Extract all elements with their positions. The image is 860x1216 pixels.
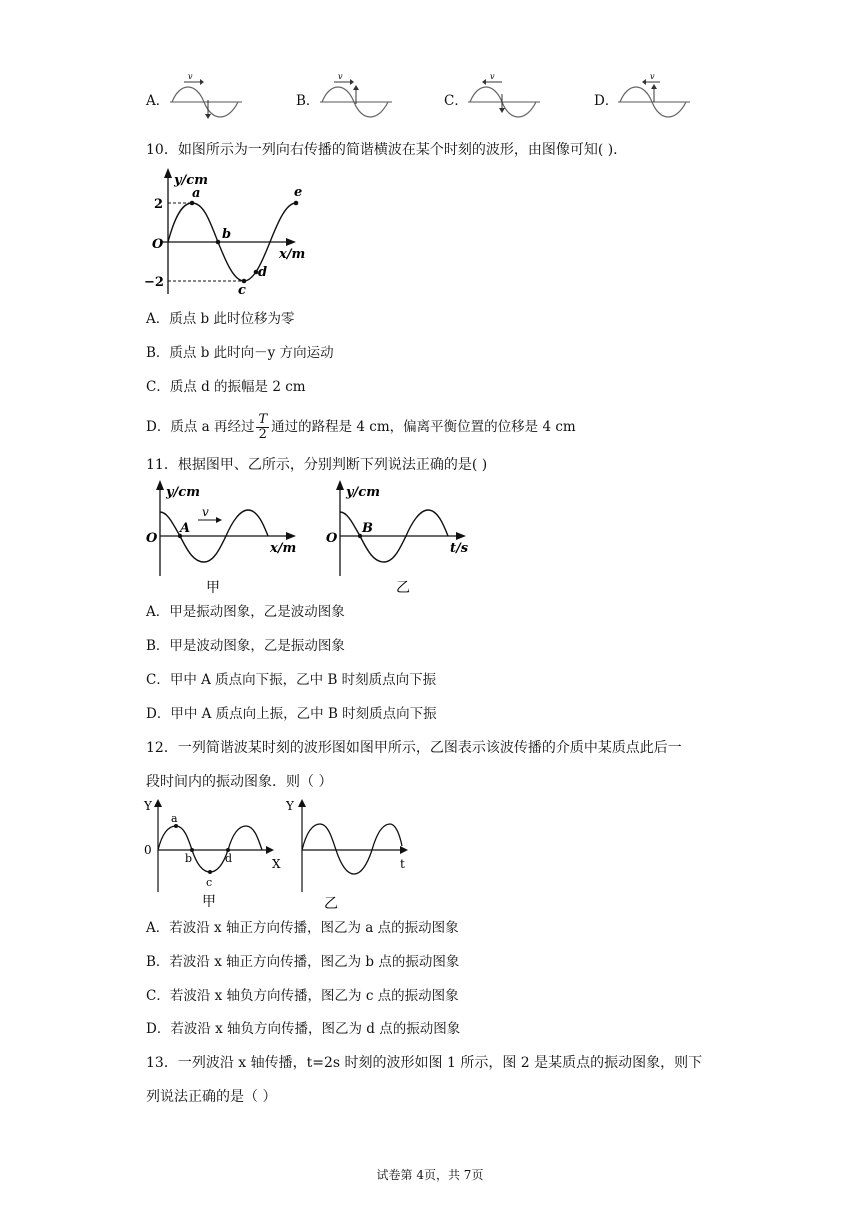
q12-stem-line-1: 12．一列简谐波某时刻的波形图如图甲所示，乙图表示该波传播的介质中某质点此后一 xyxy=(146,740,682,756)
q12-option-d[interactable]: D．若波沿 x 轴负方向传播，图乙为 d 点的振动图象 xyxy=(146,1021,461,1037)
q9-option-c-figure xyxy=(466,72,542,124)
q12-figure-yi xyxy=(284,796,424,912)
q9-b-v-label: v xyxy=(338,72,343,81)
q11-option-d[interactable]: D．甲中 A 质点向上振，乙中 B 时刻质点向下振 xyxy=(146,706,437,722)
q10-point-a: a xyxy=(192,186,201,201)
q9-option-d-label[interactable]: D． xyxy=(594,93,619,109)
q12-yi-y-label: Y xyxy=(286,799,294,813)
q10-x-axis-label: x/m xyxy=(279,247,306,262)
q9-c-v-label: v xyxy=(490,72,495,81)
q10-y-top-label: 2 xyxy=(154,197,164,212)
q12-option-c[interactable]: C．若波沿 x 轴负方向传播，图乙为 c 点的振动图象 xyxy=(146,988,459,1004)
q11-yi-x-label: t/s xyxy=(450,541,469,556)
q10-origin-label: O xyxy=(152,237,164,252)
q10-point-d: d xyxy=(258,265,268,280)
q12-jia-point-d: d xyxy=(225,852,233,865)
q12-jia-point-a: a xyxy=(171,812,178,825)
q11-yi-point-b: B xyxy=(362,521,373,536)
q10-option-d-suffix: 通过的路程是 4 cm，偏离平衡位置的位移是 4 cm xyxy=(271,419,576,435)
q11-option-a[interactable]: A．甲是振动图象，乙是波动图象 xyxy=(146,604,345,620)
q9-option-a-label[interactable]: A． xyxy=(146,93,170,109)
q12-jia-y-label: Y xyxy=(144,799,152,813)
q12-yi-x-label: t xyxy=(400,857,405,871)
q12-jia-origin: 0 xyxy=(144,843,152,857)
q10-fraction-numerator: T xyxy=(258,412,268,427)
q11-jia-y-label: y/cm xyxy=(166,485,200,500)
q13-stem-line-2: 列说法正确的是（ ） xyxy=(146,1089,277,1105)
q9-option-c-label[interactable]: C． xyxy=(444,93,468,109)
q9-option-d-figure xyxy=(616,72,692,124)
q9-option-a-figure xyxy=(168,72,244,124)
q9-option-b-figure xyxy=(318,72,394,124)
q10-fraction-denominator: 2 xyxy=(258,427,267,442)
q10-option-b[interactable]: B．质点 b 此时向－y 方向运动 xyxy=(146,345,334,361)
q13-stem-line-1: 13．一列波沿 x 轴传播，t=2s 时刻的波形如图 1 所示，图 2 是某质点的振动图象，则下 xyxy=(146,1055,703,1071)
q12-yi-caption: 乙 xyxy=(324,896,338,912)
q10-wave-figure xyxy=(140,166,320,298)
q10-point-b: b xyxy=(222,227,232,242)
q12-jia-caption: 甲 xyxy=(202,894,216,910)
q11-jia-origin: O xyxy=(146,531,158,546)
q11-figure-yi xyxy=(320,478,480,598)
q12-option-a[interactable]: A．若波沿 x 轴正方向传播，图乙为 a 点的振动图象 xyxy=(146,920,459,936)
page-footer: 试卷第 4页，共 7页 xyxy=(376,1168,484,1182)
q10-stem: 10．如图所示为一列向右传播的简谐横波在某个时刻的波形，由图像可知( ). xyxy=(146,142,618,158)
q11-figure-jia xyxy=(140,478,310,598)
q12-jia-point-b: b xyxy=(185,852,193,865)
q12-option-b[interactable]: B．若波沿 x 轴正方向传播，图乙为 b 点的振动图象 xyxy=(146,954,460,970)
q12-figure-jia xyxy=(140,796,290,912)
q10-y-axis-label: y/cm xyxy=(174,173,208,188)
q10-option-d-fraction xyxy=(256,413,269,442)
q10-option-a[interactable]: A．质点 b 此时位移为零 xyxy=(146,311,295,327)
q10-y-bottom-label: −2 xyxy=(144,275,164,290)
q11-option-c[interactable]: C．甲中 A 质点向下振，乙中 B 时刻质点向下振 xyxy=(146,672,437,688)
q11-jia-v-label: v xyxy=(202,505,209,519)
q11-yi-origin: O xyxy=(326,531,338,546)
q12-stem-line-2: 段时间内的振动图象．则（ ） xyxy=(146,774,333,790)
q10-point-e: e xyxy=(294,185,303,200)
q9-option-b-label[interactable]: B． xyxy=(296,93,320,109)
q9-d-v-label: v xyxy=(650,72,655,81)
q12-jia-x-label: X xyxy=(272,857,281,871)
q10-option-c[interactable]: C．质点 d 的振幅是 2 cm xyxy=(146,379,306,395)
q11-option-b[interactable]: B．甲是波动图象，乙是振动图象 xyxy=(146,638,345,654)
q10-point-c: c xyxy=(238,283,246,298)
q10-option-d[interactable] xyxy=(146,410,576,444)
q11-jia-point-a: A xyxy=(180,521,191,536)
q11-yi-y-label: y/cm xyxy=(346,485,380,500)
q11-jia-x-label: x/m xyxy=(270,541,297,556)
q12-jia-point-c: c xyxy=(206,876,213,889)
q10-option-d-prefix: D．质点 a 再经过 xyxy=(146,419,255,435)
q9-a-v-label: v xyxy=(188,72,193,81)
q11-yi-caption: 乙 xyxy=(396,580,410,596)
q11-stem: 11．根据图甲、乙所示，分别判断下列说法正确的是( ) xyxy=(146,457,488,473)
q11-jia-caption: 甲 xyxy=(206,580,220,596)
